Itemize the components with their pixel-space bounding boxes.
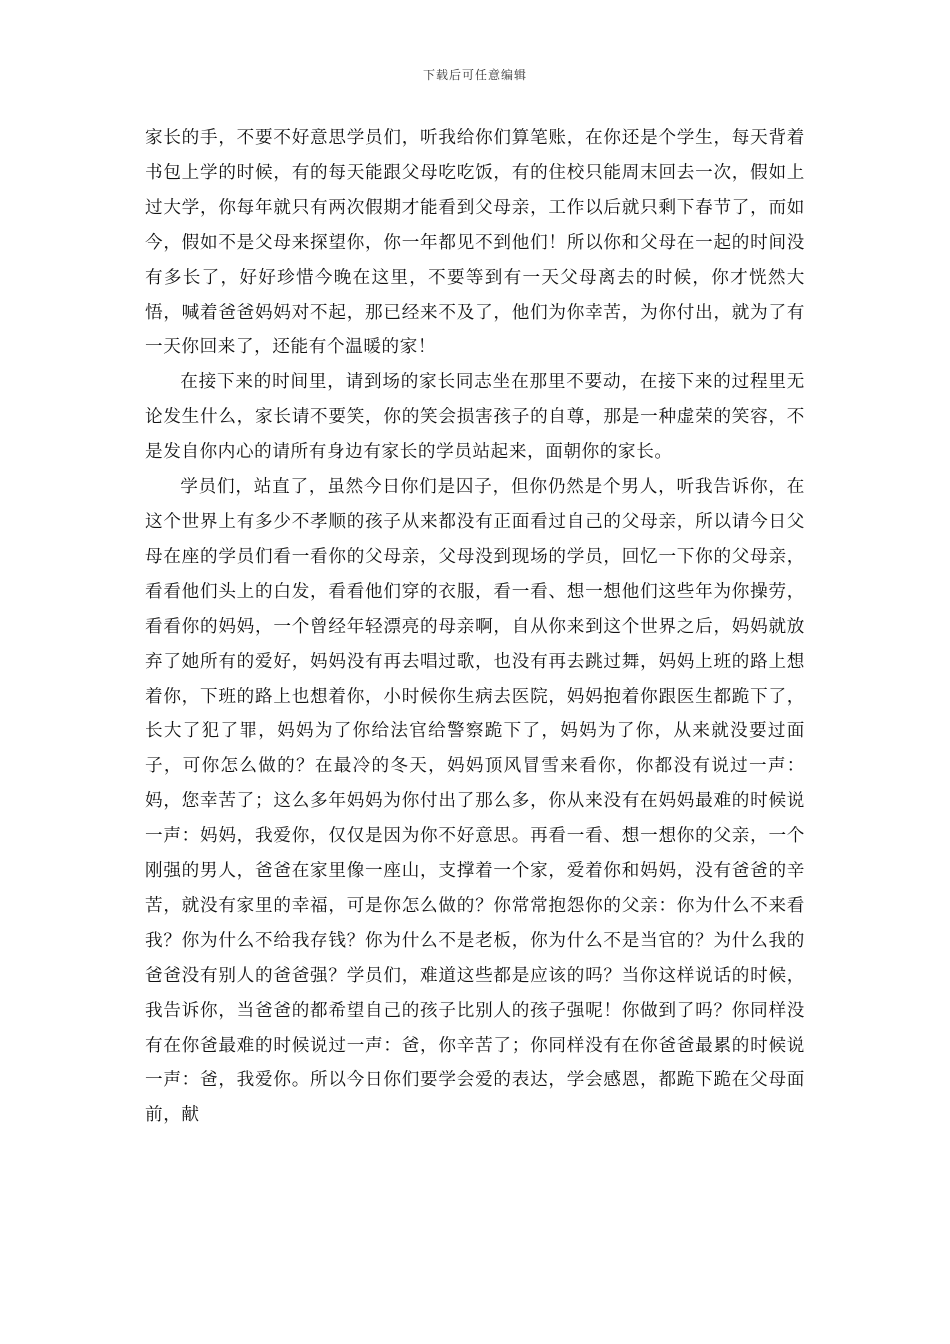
paragraph-1: 家长的手，不要不好意思学员们，听我给你们算笔账，在你还是个学生，每天背着书包上学的时候，有的每天能跟父母吃吃饭，有的住校只能周末回去一次，假如上过大学，你每年就只有两次假期才能看到父母亲，工作以后就只剩下春节了，而如今，假如不是父母来探望你，你一年都见不到他们！所以你和父母在一起的时间没有多长了，好好珍惜今晚在这里，不要等到有一天父母离去的时候，你才恍然大悟，喊着爸爸妈妈对不起，那已经来不及了，他们为你幸苦，为你付出，就为了有一天你回来了，还能有个温暖的家！ xyxy=(145,128,805,358)
document-body xyxy=(145,121,805,1133)
paragraph-2: 在接下来的时间里，请到场的家长同志坐在那里不要动，在接下来的过程里无论发生什么，家长请不要笑，你的笑会损害孩子的自尊，那是一种虚荣的笑容，不是发自你内心的请所有身边有家长的学员站起来，面朝你的家长。 xyxy=(145,372,805,463)
page-header: 下载后可任意编辑 xyxy=(422,68,527,82)
paragraph-3: 学员们，站直了，虽然今日你们是囚子，但你仍然是个男人，听我告诉你，在这个世界上有多少不孝顺的孩子从来都没有正面看过自己的父母亲，所以请今日父母在座的学员们看一看你的父母亲，父母没到现场的学员，回忆一下你的父母亲，看看他们头上的白发，看看他们穿的衣服，看一看、想一想他们这些年为你操劳，看看你的妈妈，一个曾经年轻漂亮的母亲啊，自从你来到这个世界之后，妈妈就放弃了她所有的爱好，妈妈没有再去唱过歌，也没有再去跳过舞，妈妈上班的路上想着你，下班的路上也想着你，小时候你生病去医院，妈妈抱着你跟医生都跪下了，长大了犯了罪，妈妈为了你给法官给警察跪下了，妈妈为了你，从来就没要过面子，可你怎么做的？在最冷的冬天，妈妈顶风冒雪来看你，你都没有说过一声：妈，您幸苦了；这么多年妈妈为你付出了那么多，你从来没有在妈妈最难的时候说一声：妈妈，我爱你，仅仅是因为你不好意思。再看一看、想一想你的父亲，一个刚强的男人，爸爸在家里像一座山，支撑着一个家，爱着你和妈妈，没有爸爸的辛苦，就没有家里的幸福，可是你怎么做的？你常常抱怨你的父亲：你为什么不来看我？你为什么不给我存钱？你为什么不是老板，你为什么不是当官的？为什么我的爸爸没有别人的爸爸强？学员们，难道这些都是应该的吗？当你这样说话的时候，我告诉你，当爸爸的都希望自己的孩子比别人的孩子强呢！你做到了吗？你同样没有在你爸最难的时候说过一声：爸，你辛苦了；你同样没有在你爸爸最累的时候说一声：爸，我爱你。所以今日你们要学会爱的表达，学会感恩，都跪下跪在父母面前，献 xyxy=(145,477,805,1126)
